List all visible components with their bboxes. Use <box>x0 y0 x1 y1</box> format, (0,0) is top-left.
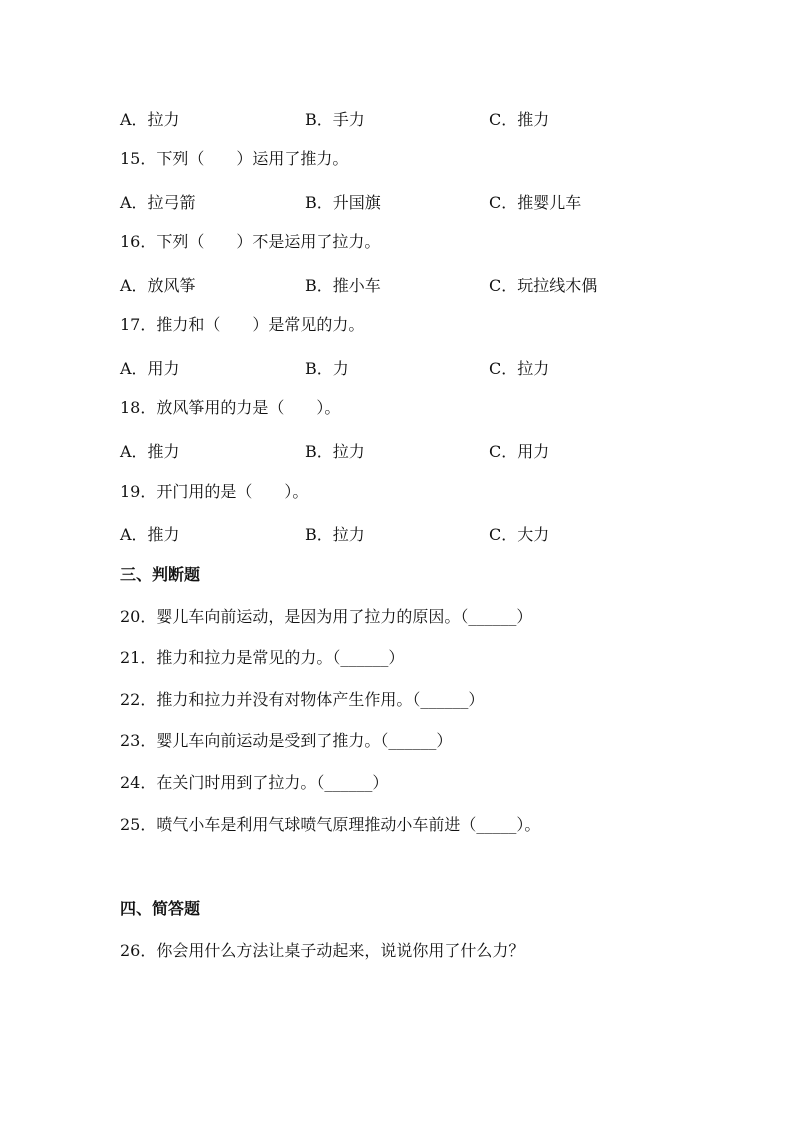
question-18: 18．放风筝用的力是（ ）。 <box>120 398 341 417</box>
option-b: B．推小车 <box>305 276 381 295</box>
option-c: C．推力 <box>489 110 550 129</box>
option-b: B．力 <box>305 359 349 378</box>
option-b: B．拉力 <box>305 525 365 544</box>
option-b: B．拉力 <box>305 442 365 461</box>
question-23: 23．婴儿车向前运动是受到了推力。（______） <box>120 731 453 750</box>
section-title-short-answer: 四、简答题 <box>120 899 201 918</box>
question-21: 21．推力和拉力是常见的力。（______） <box>120 648 405 667</box>
option-a: A．推力 <box>120 525 180 544</box>
question-25: 25．喷气小车是利用气球喷气原理推动小车前进（_____）。 <box>120 815 541 834</box>
option-a: A．放风筝 <box>120 276 196 295</box>
question-20: 20．婴儿车向前运动，是因为用了拉力的原因。（______） <box>120 607 533 626</box>
option-c: C．玩拉线木偶 <box>489 276 598 295</box>
option-a: A．用力 <box>120 359 180 378</box>
question-24: 24．在关门时用到了拉力。（______） <box>120 773 389 792</box>
option-c: C．大力 <box>489 525 550 544</box>
question-26: 26．你会用什么方法让桌子动起来，说说你用了什么力？ <box>120 941 525 960</box>
question-17: 17．推力和（ ）是常见的力。 <box>120 315 365 334</box>
option-b: B．升国旗 <box>305 193 381 212</box>
option-a: A．推力 <box>120 442 180 461</box>
option-a: A．拉弓箭 <box>120 193 196 212</box>
option-a: A．拉力 <box>120 110 180 129</box>
question-22: 22．推力和拉力并没有对物体产生作用。（______） <box>120 690 485 709</box>
option-c: C．用力 <box>489 442 550 461</box>
option-c: C．推婴儿车 <box>489 193 582 212</box>
option-b: B．手力 <box>305 110 365 129</box>
section-title-judgment: 三、判断题 <box>120 565 201 584</box>
question-19: 19．开门用的是（ ）。 <box>120 482 309 501</box>
question-16: 16．下列（ ）不是运用了拉力。 <box>120 232 381 251</box>
option-c: C．拉力 <box>489 359 550 378</box>
question-15: 15．下列（ ）运用了推力。 <box>120 149 349 168</box>
